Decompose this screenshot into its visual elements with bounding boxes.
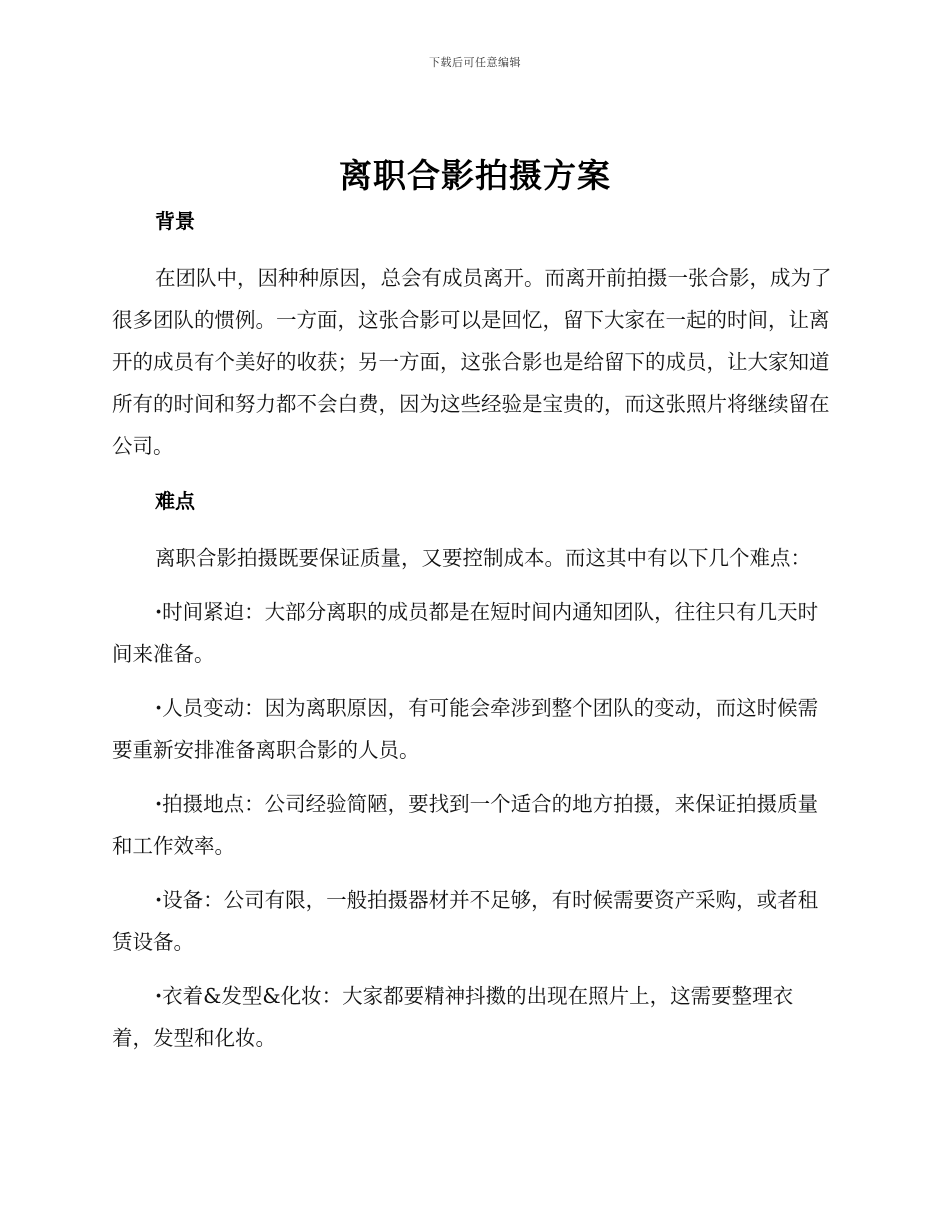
bullet-text: 时间紧迫：大部分离职的成员都是在短时间内通知团队，往往只有几天时间来准备。 <box>112 600 819 666</box>
bullet-item-equipment <box>112 879 834 963</box>
bullet-text: 衣着&发型&化妆：大家都要精神抖擞的出现在照片上，这需要整理衣着，发型和化妆。 <box>112 984 794 1050</box>
section-heading-difficulties: 难点 <box>155 489 195 513</box>
bullet-text: 设备：公司有限，一般拍摄器材并不足够，有时候需要资产采购，或者租赁设备。 <box>112 888 819 954</box>
difficulties-intro: 离职合影拍摄既要保证质量，又要控制成本。而这其中有以下几个难点： <box>155 546 811 570</box>
bullet-dot: · <box>155 792 163 816</box>
bullet-text: 人员变动：因为离职原因，有可能会牵涉到整个团队的变动，而这时候需要重新安排准备离职合影的人员。 <box>112 696 819 762</box>
bullet-dot: · <box>155 696 163 720</box>
bullet-item-staff <box>112 687 834 771</box>
header-note: 下载后可任意编辑 <box>429 56 521 69</box>
document-title: 离职合影拍摄方案 <box>339 156 611 195</box>
bullet-item-location <box>112 783 834 867</box>
background-paragraph: 在团队中，因种种原因，总会有成员离开。而离开前拍摄一张合影，成为了很多团队的惯例。一方面，这张合影可以是回忆，留下大家在一起的时间，让离开的成员有个美好的收获；另一方面，这张合影也是给留下的成员，让大家知道所有的时间和努力都不会白费，因为这些经验是宝贵的，而这张照片将继续留在公司。 <box>112 266 832 458</box>
document-body <box>112 205 834 1059</box>
bullet-dot: · <box>155 984 163 1008</box>
bullet-text: 拍摄地点：公司经验简陋，要找到一个适合的地方拍摄，来保证拍摄质量和工作效率。 <box>112 792 819 858</box>
bullet-dot: · <box>155 888 163 912</box>
section-heading-background: 背景 <box>155 209 195 233</box>
bullet-item-appearance <box>112 975 834 1059</box>
bullet-item-time <box>112 591 834 675</box>
bullet-dot: · <box>155 600 163 624</box>
